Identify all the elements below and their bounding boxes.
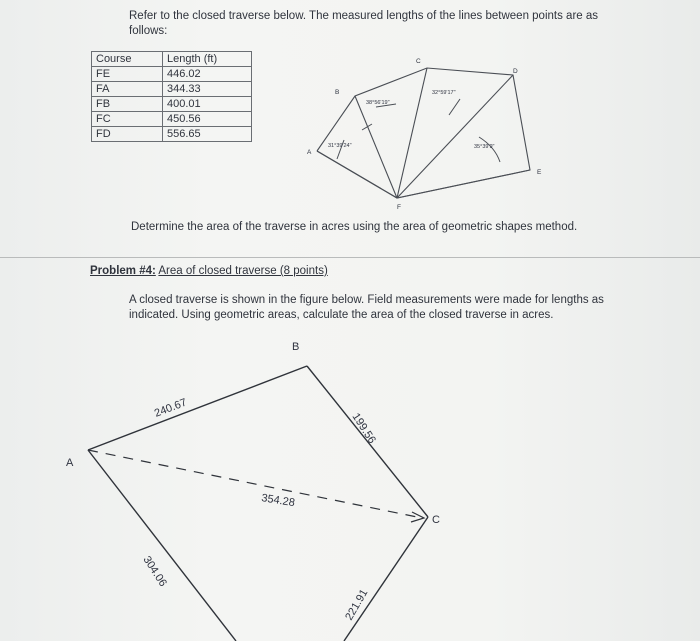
length-cell: 344.33 bbox=[163, 82, 252, 97]
length-cd: 221.91 bbox=[343, 587, 371, 623]
side-ad bbox=[88, 450, 236, 641]
fig1-point-d: D bbox=[513, 68, 518, 75]
course-cell: FA bbox=[92, 82, 163, 97]
length-ad: 304.06 bbox=[140, 554, 169, 589]
header-length: Length (ft) bbox=[163, 52, 252, 67]
course-cell: FC bbox=[92, 112, 163, 127]
fig1-angle-2: 38°56'19" bbox=[366, 100, 390, 106]
fig1-angle-1: 31°39'24" bbox=[328, 143, 352, 149]
problem-title: Area of closed traverse (8 points) bbox=[158, 265, 328, 277]
course-cell: FB bbox=[92, 97, 163, 112]
header-course: Course bbox=[92, 52, 163, 67]
intro-text: Refer to the closed traverse below. The measured lengths of the lines between points are as follows: bbox=[129, 10, 599, 37]
length-cell: 446.02 bbox=[163, 67, 252, 82]
length-bc: 199.56 bbox=[349, 411, 378, 446]
length-ab: 240.67 bbox=[152, 396, 189, 420]
fig1-angle-4: 35°39'9" bbox=[474, 144, 495, 150]
problem-body: A closed traverse is shown in the figure below. Field measurements were made for lengths as indicated. Using geometric areas, calculate the area of the closed traverse in acres. bbox=[129, 294, 604, 321]
problem-label: Problem #4: bbox=[90, 265, 156, 277]
side-cd bbox=[344, 517, 428, 641]
fig1-point-f: F bbox=[397, 204, 401, 211]
fig2-point-a: A bbox=[66, 457, 74, 469]
length-ac: 354.28 bbox=[260, 492, 296, 510]
fig1-point-e: E bbox=[537, 169, 542, 176]
length-cell: 556.65 bbox=[163, 127, 252, 142]
course-cell: FE bbox=[92, 67, 163, 82]
length-cell: 450.56 bbox=[163, 112, 252, 127]
determine-text: Determine the area of the traverse in acres using the area of geometric shapes method. bbox=[131, 221, 578, 233]
fig2-point-b: B bbox=[292, 341, 300, 353]
arrowhead-c bbox=[411, 512, 424, 522]
side-ab bbox=[88, 366, 307, 450]
diagonal-ac bbox=[88, 450, 422, 518]
length-cell: 400.01 bbox=[163, 97, 252, 112]
fig2-point-c: C bbox=[432, 514, 440, 526]
fig1-point-b: B bbox=[335, 89, 340, 96]
course-cell: FD bbox=[92, 127, 163, 142]
fig1-point-c: C bbox=[416, 58, 421, 65]
fig1-point-a: A bbox=[307, 149, 312, 156]
fig1-angle-3: 32°59'17" bbox=[432, 90, 456, 96]
